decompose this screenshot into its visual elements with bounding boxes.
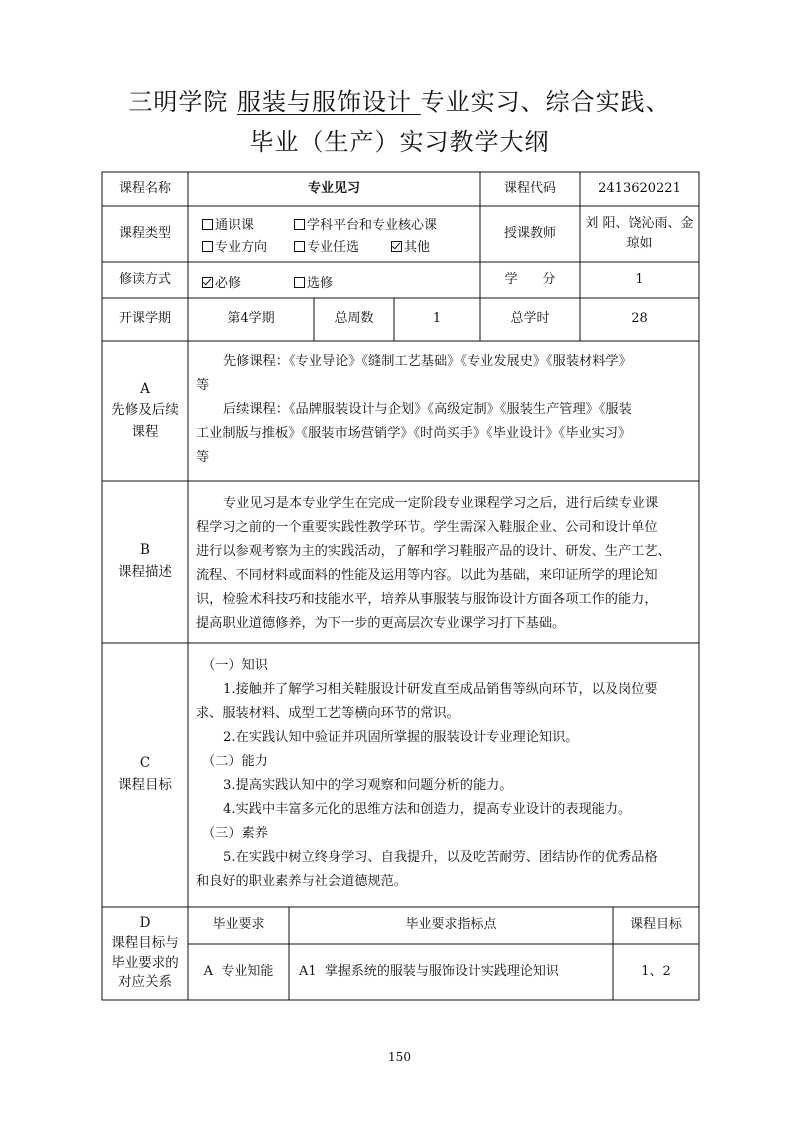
subsequent-line: 后续课程：《品牌服装设计与企划》《高级定制》《服装生产管理》《服装 bbox=[223, 402, 632, 417]
section-b-title: 课程描述 bbox=[118, 564, 172, 580]
section-d-header bbox=[102, 907, 188, 1000]
checkbox-icon bbox=[294, 241, 305, 252]
section-c-title: 课程目标 bbox=[118, 777, 172, 793]
column-header-requirement: 毕业要求 bbox=[212, 917, 265, 933]
course-name-label: 课程名称 bbox=[118, 180, 171, 196]
description-line: 进行以参观考察为主的实践活动，了解和学习鞋服产品的设计、研发、生产工艺、 bbox=[196, 544, 671, 559]
hours-label: 总学时 bbox=[510, 311, 550, 327]
credit-value: 1 bbox=[635, 271, 644, 287]
objective-line: 1.接触并了解学习相关鞋服设计研发直至成品销售等纵向环节，以及岗位要 bbox=[223, 682, 658, 697]
section-d-title-line: 毕业要求的 bbox=[111, 954, 179, 971]
column-header-objective: 课程目标 bbox=[629, 917, 682, 933]
checkbox-icon bbox=[202, 241, 213, 252]
objective-line: 5.在实践中树立终身学习、自我提升，以及吃苦耐劳、团结协作的优秀品格 bbox=[223, 850, 658, 865]
section-a-content bbox=[196, 350, 692, 470]
course-type-label: 课程类型 bbox=[118, 225, 171, 241]
subsequent-line-2: 工业制版与推板》《服装市场营销学》《时尚买手》《毕业设计》《毕业实习》 bbox=[196, 426, 632, 441]
objective-line: 和良好的职业素养与社会道德规范。 bbox=[196, 874, 407, 889]
description-line: 流程、不同材料或面料的性能及运用等内容。以此为基础，来印证所学的理论知 bbox=[196, 568, 658, 583]
objective-heading-ability: （二）能力 bbox=[202, 754, 268, 769]
page-number: 150 bbox=[388, 1050, 411, 1064]
semester-value: 第4学期 bbox=[227, 311, 275, 327]
subsequent-line-tail: 等 bbox=[196, 450, 210, 465]
title-major: 服装与服饰设计 bbox=[237, 88, 421, 116]
section-c-header bbox=[102, 643, 188, 907]
description-line: 识，检验术科技巧和技能水平，培养从事服装与服饰设计方面各项工作的能力， bbox=[196, 592, 658, 607]
weeks-label: 总周数 bbox=[334, 311, 374, 327]
teacher-line-2: 琼如 bbox=[626, 236, 653, 251]
table-row-objective: 1、2 bbox=[641, 963, 671, 979]
checkbox-icon bbox=[202, 219, 213, 230]
teacher-line-1: 刘 阳、饶沁雨、金 bbox=[585, 215, 694, 231]
study-option-required[interactable]: 必修 bbox=[202, 272, 241, 291]
course-name-value: 专业见习 bbox=[307, 180, 360, 196]
title-suffix: 专业实习、综合实践、 bbox=[420, 88, 671, 116]
objective-line: 求、服装材料、成型工艺等横向环节的常识。 bbox=[196, 706, 460, 721]
course-code-value: 2413620221 bbox=[598, 180, 681, 196]
checkbox-icon bbox=[294, 277, 305, 288]
section-b-header bbox=[102, 481, 188, 643]
section-b-content bbox=[196, 492, 692, 636]
checked-checkbox-icon bbox=[391, 241, 402, 252]
section-a-header bbox=[102, 341, 188, 481]
type-option-direction[interactable]: 专业方向 bbox=[202, 236, 267, 255]
teacher-value bbox=[580, 206, 699, 262]
section-c-content bbox=[196, 654, 692, 894]
prerequisite-line-tail: 等 bbox=[196, 378, 210, 393]
description-line: 提高职业道德修养，为下一步的更高层次专业课学习打下基础。 bbox=[196, 616, 566, 631]
description-line: 专业见习是本专业学生在完成一定阶段专业课程学习之后，进行后续专业课 bbox=[223, 496, 659, 511]
checkbox-icon bbox=[294, 219, 305, 230]
section-d-title-line: 课程目标与 bbox=[111, 934, 179, 951]
type-option-elective[interactable]: 专业任选 bbox=[294, 236, 359, 255]
hours-value: 28 bbox=[631, 311, 648, 327]
type-option-other[interactable]: 其他 bbox=[391, 236, 430, 255]
section-d-letter: D bbox=[139, 915, 151, 932]
weeks-value: 1 bbox=[432, 311, 442, 327]
document-title bbox=[0, 82, 799, 117]
section-d-title-line: 对应关系 bbox=[118, 974, 172, 991]
study-option-elective[interactable]: 选修 bbox=[294, 272, 333, 291]
table-row-indicator: A1 掌握系统的服装与服饰设计实践理论知识 bbox=[299, 963, 559, 979]
section-a-title: 先修及后续 bbox=[111, 402, 179, 419]
course-code-label: 课程代码 bbox=[503, 180, 556, 196]
section-b-letter: B bbox=[140, 542, 150, 559]
type-option-core[interactable]: 学科平台和专业核心课 bbox=[294, 214, 437, 233]
column-header-indicator: 毕业要求指标点 bbox=[405, 917, 497, 933]
table-row-requirement: A 专业知能 bbox=[203, 963, 274, 979]
objective-line: 2.在实践认知中验证并巩固所掌握的服装设计专业理论知识。 bbox=[223, 730, 579, 745]
section-c-letter: C bbox=[139, 755, 151, 772]
title-prefix: 三明学院 bbox=[128, 88, 237, 116]
objective-line: 3.提高实践认知中的学习观察和问题分析的能力。 bbox=[223, 778, 513, 793]
section-a-title-2: 课程 bbox=[131, 423, 159, 440]
objective-heading-quality: （三）素养 bbox=[202, 826, 268, 841]
prerequisite-line: 先修课程：《专业导论》《缝制工艺基础》《专业发展史》《服装材料学》 bbox=[223, 354, 632, 369]
document-subtitle: 毕业（生产）实习教学大纲 bbox=[249, 128, 550, 156]
objective-heading-knowledge: （一）知识 bbox=[202, 658, 268, 673]
objective-line: 4.实践中丰富多元化的思维方法和创造力，提高专业设计的表现能力。 bbox=[223, 802, 632, 817]
description-line: 程学习之前的一个重要实践性教学环节。学生需深入鞋服企业、公司和设计单位 bbox=[196, 520, 658, 535]
section-a-letter: A bbox=[140, 380, 150, 397]
study-mode-label: 修读方式 bbox=[118, 271, 171, 287]
teacher-label: 授课教师 bbox=[503, 225, 556, 241]
checked-checkbox-icon bbox=[202, 277, 213, 288]
semester-label: 开课学期 bbox=[118, 311, 171, 327]
type-option-general[interactable]: 通识课 bbox=[202, 214, 254, 233]
credit-label: 学 分 bbox=[504, 271, 556, 287]
